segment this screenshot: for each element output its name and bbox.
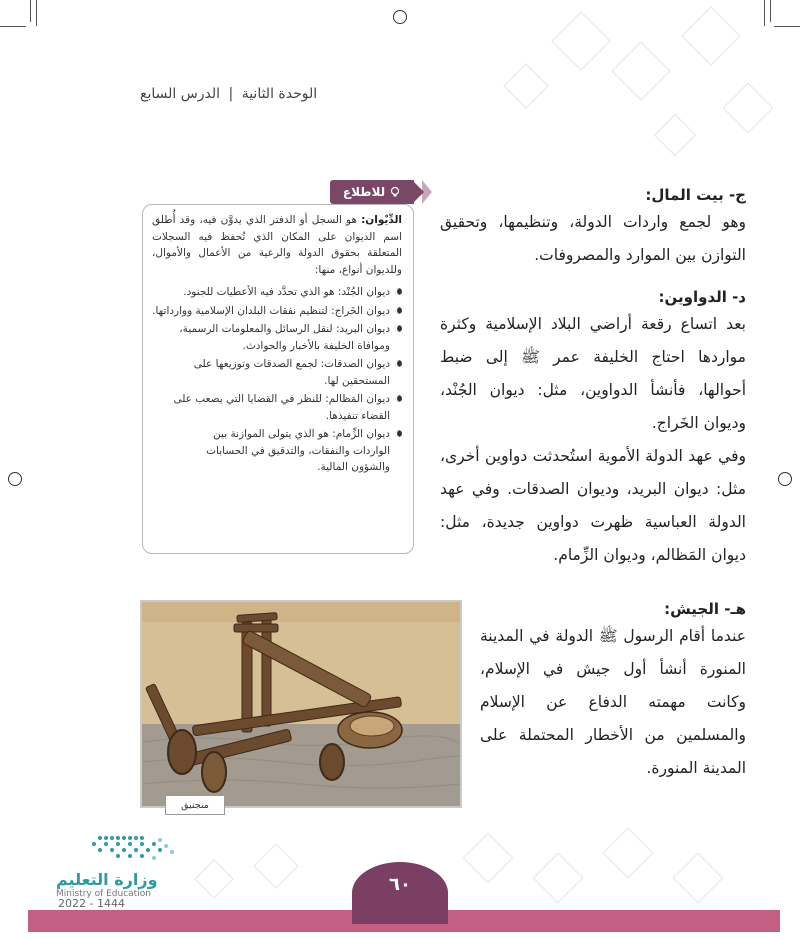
photo-caption: منجنيق (165, 795, 225, 815)
ministry-name-ar: وزارة التعليم (56, 870, 158, 889)
info-label-text: للاطلاع (342, 185, 386, 199)
info-definition (152, 212, 402, 278)
ministry-logo (56, 832, 196, 899)
registration-mark-top (393, 10, 407, 24)
section-army (480, 600, 746, 785)
ministry-name-en: Ministry of Education (56, 889, 151, 899)
diwans-text-2: وفي عهد الدولة الأموية استُحدثت دواوين أخرى، مثل: ديوان البريد، وديوان الصدقات. وفي عهد الدولة العباسية ظهرت دواوين جديدة، مثل: ديوان المَظالم، وديوان الزِّمام. (440, 447, 746, 564)
info-intro: هو السجل أو الدفتر الذي يدوَّن فيه، وقد أُطلق اسم الديوان على المكان الذي تُحفظ فيه السجلات المتعلقة بحقوق الدولة والرعية من الأعمال والأموال، وللديوان أنواع، منها: (152, 214, 402, 276)
list-item: ديوان الجُنْد: هو الذي تحدَّد فيه الأعطيات للجنود. (152, 284, 402, 301)
list-item: ديوان الخَراج: لتنظيم نفقات البلدان الإسلامية ووارداتها. (152, 303, 402, 320)
lightbulb-icon (389, 186, 401, 198)
info-label (330, 180, 414, 204)
diwans-text-1: بعد اتساع رقعة أراضي البلاد الإسلامية وكثرة مواردها احتاج الخليفة عمر ﷺ إلى ضبط أحوالها، فأنشأ الدواوين، مثل: ديوان الجُنْد، وديوان الخَراج. (440, 315, 746, 432)
army-text: عندما أقام الرسول ﷺ الدولة في المدينة المنورة أنشأ أول جيش في الإسلام، وكانت مهمته الدفاع عن الإسلام والمسلمين من الأخطار المحتملة على المدينة المنورة. (480, 627, 746, 777)
list-item: ديوان الزِّمام: هو الذي يتولى الموازنة بين الواردات والنفقات، والتدقيق في الحسابات والشؤون المالية. (192, 426, 402, 476)
list-item: ديوان الصدقات: لجمع الصدقات وتوزيعها على المستحقين لها. (152, 356, 402, 389)
registration-mark-left (8, 472, 22, 486)
section-treasury (440, 186, 746, 272)
treasury-text: وهو لجمع واردات الدولة، وتنظيمها، وتحقيق التوازن بين الموارد والمصروفات. (440, 213, 746, 264)
page-number: ٦٠ (352, 862, 448, 924)
registration-mark-right (778, 472, 792, 486)
info-content (152, 212, 402, 476)
list-item: ديوان المَظالم: للنظر في القضايا التي يصعب على القضاء تنفيذها. (152, 391, 402, 424)
lesson-title: الدرس السابع (140, 86, 221, 102)
diwans-heading: د- الدواوين: (658, 288, 746, 306)
edition-year: 2022 - 1444 (58, 897, 125, 910)
page-header (140, 86, 317, 102)
header-separator: | (228, 86, 234, 102)
treasury-heading: ج- بيت المال: (645, 186, 746, 204)
catapult-photo (140, 600, 462, 808)
unit-title: الوحدة الثانية (241, 86, 318, 102)
list-item: ديوان البريد: لنقل الرسائل والمعلومات الرسمية، وموافاة الخليفة بالأخبار والحوادث. (152, 321, 402, 354)
info-list (152, 284, 402, 476)
catapult-illustration (142, 602, 460, 806)
section-diwans (440, 288, 746, 572)
army-heading: هـ- الجيش: (664, 600, 746, 618)
ministry-dots-icon (56, 832, 186, 866)
info-term: الدِّيْوان: (361, 214, 402, 226)
